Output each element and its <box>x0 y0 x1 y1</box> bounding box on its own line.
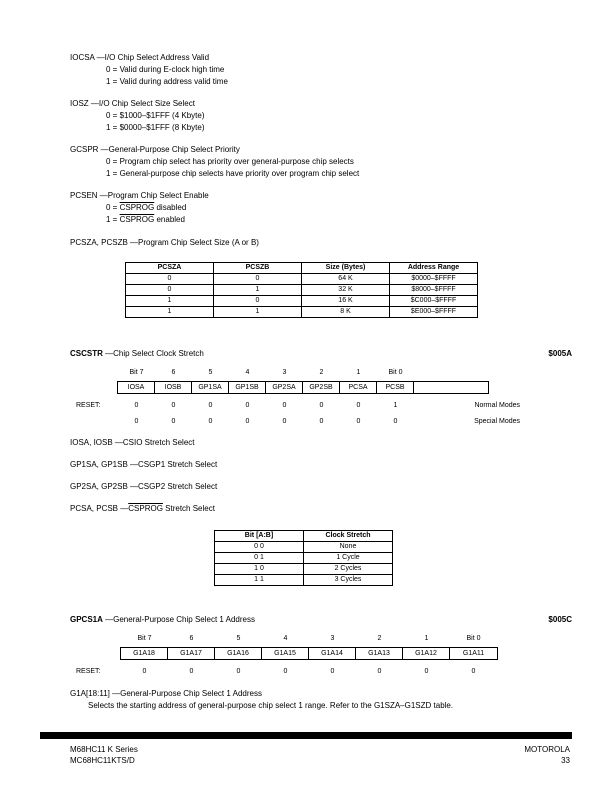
csprog-signal: CSPROG <box>119 215 155 224</box>
table-cell: 1 <box>126 296 214 307</box>
special-modes-label: Special Modes <box>474 418 520 425</box>
register-field: G1A13 <box>356 648 403 659</box>
gcspr-title: GCSPR —General-Purpose Chip Select Priority <box>70 145 240 154</box>
table-cell: $8000–$FFFF <box>390 285 478 296</box>
table-header: PCSZB <box>214 263 302 274</box>
bit-label: 5 <box>208 369 213 376</box>
gpcs1a-heading <box>70 615 255 625</box>
bit-label: 2 <box>319 369 324 376</box>
reset-value: 0 <box>245 418 250 425</box>
reset-row <box>121 667 497 677</box>
reset-label: RESET: <box>76 668 101 675</box>
reset-value: 0 <box>282 418 287 425</box>
reset-value: 0 <box>283 668 288 675</box>
bit-label: 5 <box>236 635 241 642</box>
bit-label: Bit 0 <box>388 369 403 376</box>
table-cell: 32 K <box>302 285 390 296</box>
table-header-row <box>126 263 478 274</box>
register-name: CSCSTR <box>70 349 103 358</box>
register-field-empty <box>414 382 488 393</box>
register-field: G1A16 <box>215 648 262 659</box>
bit-label: 3 <box>330 635 335 642</box>
register-address: $005C <box>548 615 572 624</box>
register-field: G1A15 <box>262 648 309 659</box>
iosa-desc: IOSA, IOSB —CSIO Stretch Select <box>70 438 195 447</box>
bit-label-row <box>121 634 497 644</box>
table-cell: $0000–$FFFF <box>390 274 478 285</box>
register-field: PCSB <box>377 382 414 393</box>
bit-label: Bit 7 <box>137 635 152 642</box>
table-cell: 0 <box>214 274 302 285</box>
register-field: GP1SB <box>229 382 266 393</box>
size-table <box>125 262 478 318</box>
gpcs1a-register-fields <box>120 647 498 660</box>
reset-value: 0 <box>236 668 241 675</box>
table-header-row <box>215 531 393 542</box>
reset-label: RESET: <box>76 402 101 409</box>
reset-value: 0 <box>471 668 476 675</box>
reset-value: 0 <box>393 418 398 425</box>
reset-value: 0 <box>356 418 361 425</box>
footer-rule <box>40 732 572 739</box>
table-cell: 8 K <box>302 307 390 318</box>
table-header: Clock Stretch <box>304 531 393 542</box>
iocsa-title: IOCSA —I/O Chip Select Address Valid <box>70 53 210 62</box>
bit-label: 3 <box>282 369 287 376</box>
table-cell: 0 0 <box>215 542 304 553</box>
table-cell: $E000–$FFFF <box>390 307 478 318</box>
register-field: IOSA <box>118 382 155 393</box>
reset-value: 1 <box>393 402 398 409</box>
footer-doc-number: MC68HC11KTS/D <box>70 756 135 765</box>
register-field: PCSA <box>340 382 377 393</box>
register-field: G1A12 <box>403 648 450 659</box>
reset-value: 0 <box>319 402 324 409</box>
bit-label: Bit 7 <box>129 369 144 376</box>
footer-series: M68HC11 K Series <box>70 745 138 754</box>
gcspr-option-1: 1 = General-purpose chip selects have priority over program chip select <box>106 169 360 178</box>
table-header: PCSZA <box>126 263 214 274</box>
pcsza-title: PCSZA, PCSZB —Program Chip Select Size (A or B) <box>70 238 259 247</box>
pcsen-option-1: 1 = CSPROG enabled <box>106 215 185 224</box>
iocsa-option-0: 0 = Valid during E-clock high time <box>106 65 225 74</box>
register-field: G1A11 <box>462 650 485 657</box>
register-field: G1A14 <box>309 648 356 659</box>
csprog-signal: CSPROG <box>128 504 163 513</box>
reset-value: 0 <box>171 418 176 425</box>
register-field: G1A18 <box>121 648 168 659</box>
table-row <box>215 564 393 575</box>
reset-value: 0 <box>330 668 335 675</box>
gp1-desc: GP1SA, GP1SB —CSGP1 Stretch Select <box>70 460 218 469</box>
table-cell: 1 0 <box>215 564 304 575</box>
table-cell: 1 Cycle <box>304 553 393 564</box>
register-desc: —Chip Select Clock Stretch <box>102 349 204 358</box>
reset-row-normal <box>118 401 414 411</box>
cscstr-register-fields <box>117 381 489 394</box>
register-desc: —General-Purpose Chip Select 1 Address <box>102 615 255 624</box>
table-row <box>215 575 393 586</box>
gcspr-option-0: 0 = Program chip select has priority over general-purpose chip selects <box>106 157 354 166</box>
table-row <box>126 296 478 307</box>
pcsen-option-0: 0 = CSPROG disabled <box>106 203 187 212</box>
table-row <box>215 542 393 553</box>
reset-value: 0 <box>208 402 213 409</box>
reset-value: 0 <box>142 668 147 675</box>
g1a-desc: Selects the starting address of general-purpose chip select 1 range. Refer to the G1SZA–G1SZD table. <box>88 701 454 710</box>
table-cell: None <box>304 542 393 553</box>
table-cell: 3 Cycles <box>304 575 393 586</box>
table-cell: 0 <box>126 274 214 285</box>
csprog-signal: CSPROG <box>119 203 155 212</box>
table-cell: 1 <box>214 285 302 296</box>
register-field: G1A17 <box>168 648 215 659</box>
cscstr-heading <box>70 349 204 359</box>
bit-label: 6 <box>171 369 176 376</box>
table-cell: 0 <box>126 285 214 296</box>
reset-value: 0 <box>356 402 361 409</box>
reset-value: 0 <box>319 418 324 425</box>
reset-value: 0 <box>134 402 139 409</box>
reset-value: 0 <box>171 402 176 409</box>
table-header: Bit [A:B] <box>215 531 304 542</box>
bit-label: 2 <box>377 635 382 642</box>
bit-label: 1 <box>424 635 429 642</box>
register-field: GP1SA <box>192 382 229 393</box>
stretch-table <box>214 530 393 586</box>
reset-value: 0 <box>424 668 429 675</box>
table-cell: 64 K <box>302 274 390 285</box>
normal-modes-label: Normal Modes <box>474 402 520 409</box>
register-name: GPCS1A <box>70 615 103 624</box>
iocsa-option-1: 1 = Valid during address valid time <box>106 77 228 86</box>
table-cell: 16 K <box>302 296 390 307</box>
table-header: Size (Bytes) <box>302 263 390 274</box>
table-cell: 1 <box>214 307 302 318</box>
reset-value: 0 <box>208 418 213 425</box>
gp2-desc: GP2SA, GP2SB —CSGP2 Stretch Select <box>70 482 218 491</box>
iosz-option-1: 1 = $0000–$1FFF (8 Kbyte) <box>106 123 205 132</box>
reset-row-special <box>118 417 414 427</box>
table-cell: $C000–$FFFF <box>390 296 478 307</box>
table-cell: 2 Cycles <box>304 564 393 575</box>
reset-value: 0 <box>134 418 139 425</box>
bit-label: Bit 0 <box>466 635 481 642</box>
g1a-title: G1A[18:11] —General-Purpose Chip Select 1 Address <box>70 689 262 698</box>
register-field: GP2SB <box>303 382 340 393</box>
table-row <box>126 285 478 296</box>
pcsa-desc: PCSA, PCSB —CSPROG Stretch Select <box>70 504 215 513</box>
table-cell: 1 1 <box>215 575 304 586</box>
reset-value: 0 <box>282 402 287 409</box>
iosz-title: IOSZ —I/O Chip Select Size Select <box>70 99 195 108</box>
pcsen-title: PCSEN —Program Chip Select Enable <box>70 191 209 200</box>
bit-label: 4 <box>245 369 250 376</box>
register-field: GP2SA <box>266 382 303 393</box>
table-row <box>126 307 478 318</box>
footer-brand: MOTOROLA <box>524 745 570 754</box>
bit-label: 1 <box>356 369 361 376</box>
bit-label: 4 <box>283 635 288 642</box>
bit-label-row <box>118 368 414 378</box>
reset-value: 0 <box>189 668 194 675</box>
table-header: Address Range <box>390 263 478 274</box>
reset-value: 0 <box>377 668 382 675</box>
bit-label: 6 <box>189 635 194 642</box>
table-row <box>126 274 478 285</box>
page-number: 33 <box>561 756 570 765</box>
table-cell: 1 <box>126 307 214 318</box>
register-field: IOSB <box>155 382 192 393</box>
table-cell: 0 1 <box>215 553 304 564</box>
table-cell: 0 <box>214 296 302 307</box>
reset-value: 0 <box>245 402 250 409</box>
table-row <box>215 553 393 564</box>
iosz-option-0: 0 = $1000–$1FFF (4 Kbyte) <box>106 111 205 120</box>
register-address: $005A <box>548 349 572 358</box>
